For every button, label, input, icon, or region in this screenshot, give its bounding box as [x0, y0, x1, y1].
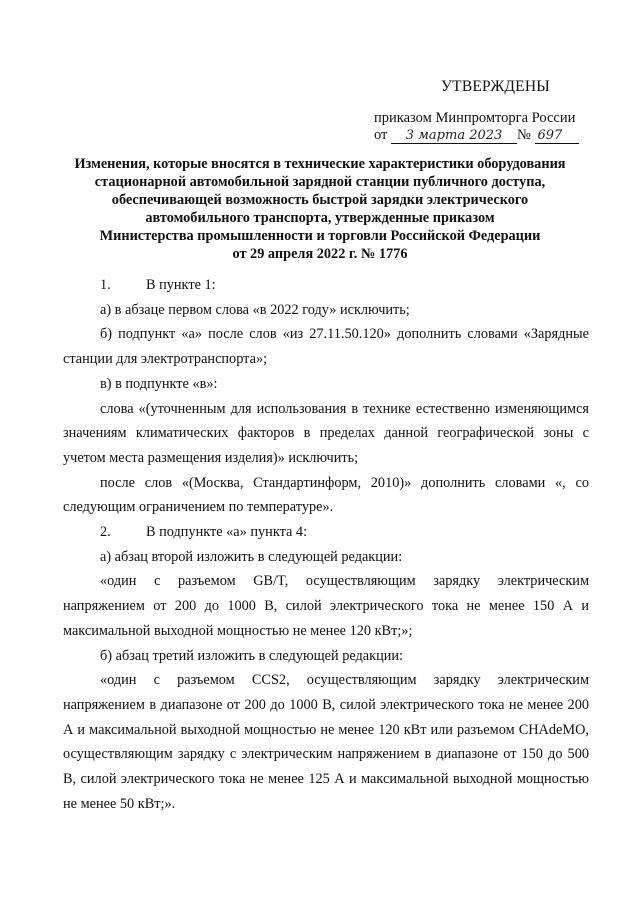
paragraph: после слов «(Москва, Стандартинформ, 2010)» дополнить словами «, со следующим ограничением по температуре».: [63, 474, 589, 516]
paragraph: а) абзац второй изложить в следующей редакции:: [100, 548, 403, 565]
title-line: Министерства промышленности и торговли Российской Федерации: [99, 228, 541, 244]
handwritten-date: 3 марта 2023: [391, 129, 517, 144]
title-line: от 29 апреля 2022 г. № 1776: [232, 246, 408, 262]
order-reference: приказом Минпромторга России: [374, 110, 576, 126]
title-line: обеспечивающей возможность быстрой зарядки электрического: [111, 192, 529, 208]
handwritten-order-number: 697: [535, 129, 579, 144]
item-text: В подпункте «а» пункта 4:: [146, 524, 308, 541]
paragraph: а) в абзаце первом слова «в 2022 году» исключить;: [100, 301, 410, 318]
paragraph: слова «(уточненным для использования в технике естественно изменяющимся значениям климатических факторов в пределах данной географической зоны с учетом места размещения изделия)» исключить;: [63, 400, 589, 466]
title-line: стационарной автомобильной зарядной станции публичного доступа,: [94, 174, 546, 190]
item-number: 2.: [100, 524, 111, 541]
paragraph: б) подпункт «а» после слов «из 27.11.50.120» дополнить словами «Зарядные станции для электротранспорта»;: [63, 326, 589, 368]
order-from-label: от: [374, 127, 388, 143]
paragraph: «один с разъемом CCS2, осуществляющим зарядку электрическим напряжением в диапазоне от 200 до 1000 В, силой электрического тока не менее 200 А и максимальной выходной мощностью не менее 120 кВт или разъемом CHAdeMO, осуществляющим зарядку с электрическим напряжением в диапазоне от 150 до 500 В, силой электрического тока не менее 125 А и максимальной выходной мощностью не менее 50 кВт;».: [63, 672, 589, 812]
item-number: 1.: [100, 277, 111, 293]
approved-heading: УТВЕРЖДЕНЫ: [441, 78, 550, 95]
paragraph: «один с разъемом GB/T, осуществляющим зарядку электрическим напряжением от 200 до 1000 В, силой электрического тока не менее 150 А и максимальной выходной мощностью не менее 120 кВт;»;: [63, 573, 589, 639]
item-text: В пункте 1:: [146, 277, 216, 293]
title-line: автомобильного транспорта, утвержденные приказом: [145, 210, 495, 226]
document-body: [63, 273, 589, 816]
order-number-sign: №: [517, 127, 531, 143]
paragraph: б) абзац третий изложить в следующей редакции:: [100, 647, 404, 664]
document-title: [60, 155, 580, 263]
paragraph: в) в подпункте «в»:: [100, 375, 218, 392]
numbered-item-2: [63, 520, 589, 545]
numbered-item-1: [63, 273, 589, 298]
order-date-line: [374, 127, 579, 144]
title-line: Изменения, которые вносятся в технические характеристики оборудования: [74, 156, 566, 172]
